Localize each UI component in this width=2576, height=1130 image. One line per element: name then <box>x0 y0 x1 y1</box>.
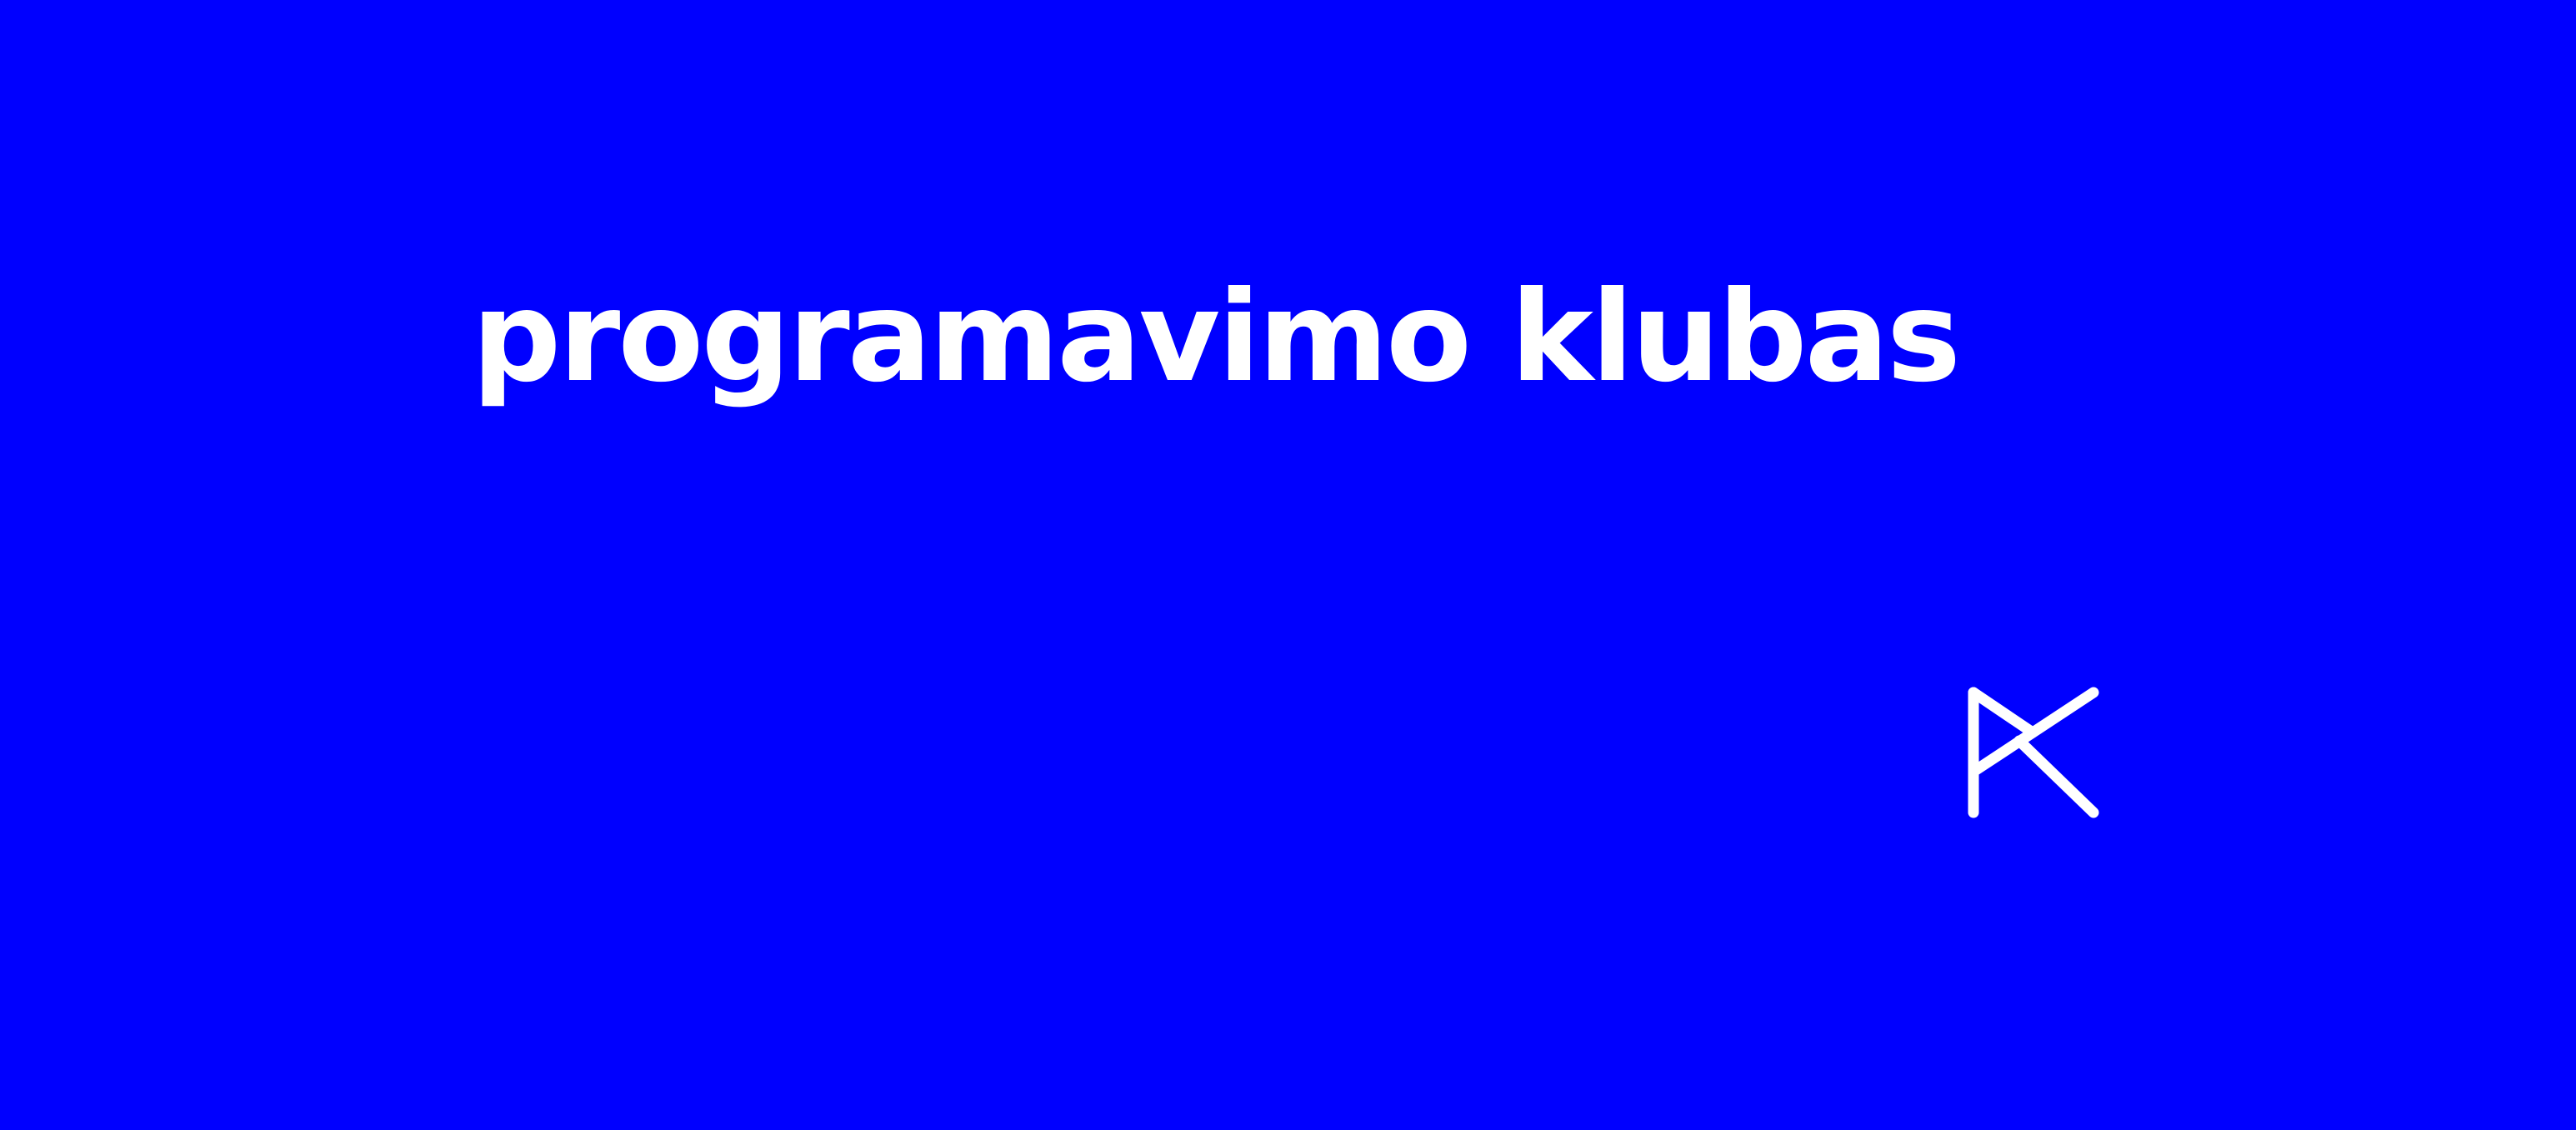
pk-monogram-icon <box>1958 682 2108 823</box>
page-title: programavimo klubas <box>472 265 1959 410</box>
